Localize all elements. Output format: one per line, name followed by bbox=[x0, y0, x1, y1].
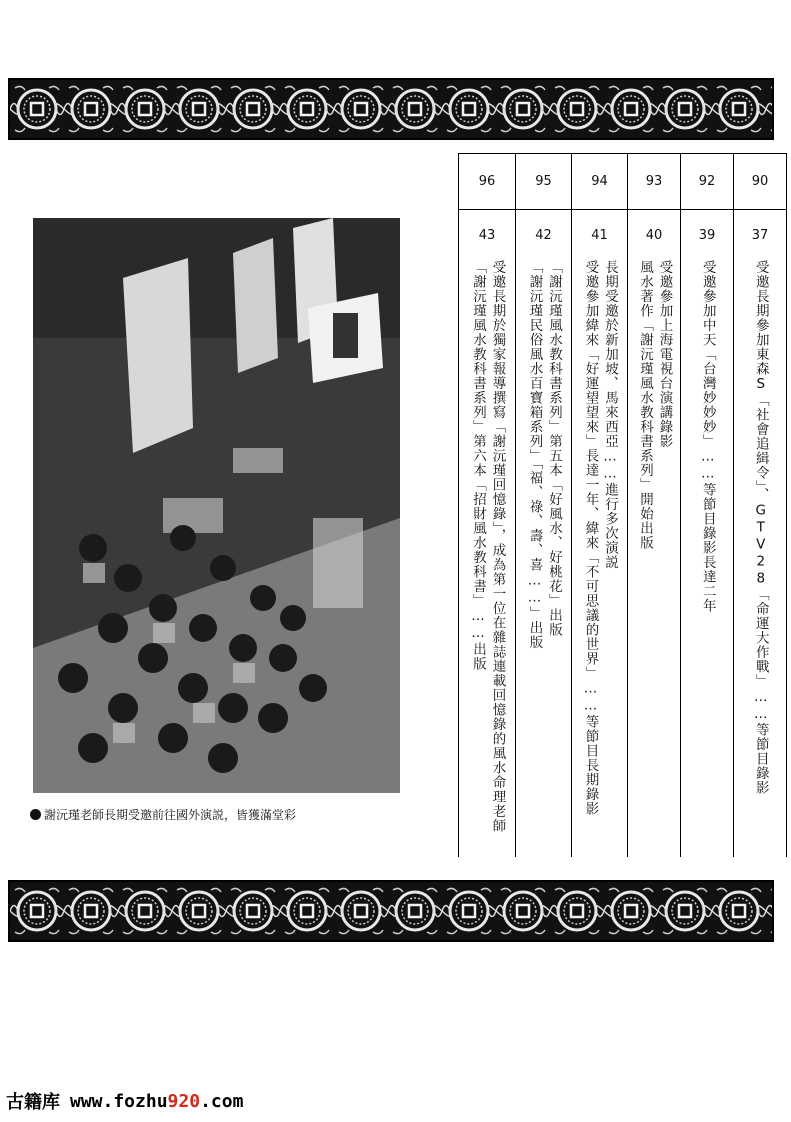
timeline-entry: 受邀參加中天「台灣妙妙妙」……等節目錄影長達二年 bbox=[699, 260, 716, 613]
age-cell: 39 bbox=[698, 227, 716, 243]
timeline-entry: 「謝沅瑾風水教科書系列」第五本「好風水、好桃花」出版 bbox=[546, 260, 562, 637]
timeline-column bbox=[515, 154, 571, 857]
year-cell: 95 bbox=[516, 154, 571, 210]
age-cell: 37 bbox=[751, 227, 769, 243]
age-cell: 42 bbox=[535, 227, 552, 243]
timeline-entry: 「謝沅瑾民俗風水百寶箱系列」「福、祿、壽、喜……」出版 bbox=[526, 260, 543, 650]
footer-url-prefix: www.fozhu bbox=[70, 1090, 168, 1112]
bottom-ornamental-border bbox=[8, 880, 774, 942]
timeline-entry: 「謝沅瑾風水教科書系列」第六本「招財風水教科書」……出版 bbox=[470, 260, 486, 671]
footer-brand: 古籍库 bbox=[6, 1092, 60, 1113]
footer-watermark bbox=[6, 1088, 243, 1114]
age-cell: 41 bbox=[591, 227, 608, 243]
year-cell: 90 bbox=[734, 154, 786, 210]
year-cell: 94 bbox=[572, 154, 627, 210]
timeline-entry: 受邀參加緯來「好運望望來」長達一年、緯來「不可思議的世界」……等節目長期錄影 bbox=[582, 260, 599, 816]
bullet-icon bbox=[30, 809, 41, 820]
age-cell: 40 bbox=[645, 227, 663, 243]
year-cell: 92 bbox=[681, 154, 733, 210]
timeline-column bbox=[571, 154, 627, 857]
year-cell: 93 bbox=[628, 154, 680, 210]
year-cell: 96 bbox=[459, 154, 515, 210]
timeline-column bbox=[680, 154, 733, 857]
timeline-entry: 受邀長期參加東森S「社會追緝令」、GTV28「命運大作戰」……等節目錄影 bbox=[752, 260, 769, 796]
coin-pattern-icon bbox=[10, 882, 772, 940]
age-cell: 43 bbox=[478, 227, 496, 243]
timeline-column bbox=[627, 154, 680, 857]
timeline-table bbox=[458, 153, 787, 857]
footer-url-suffix: .com bbox=[200, 1090, 244, 1112]
footer-url-accent: 920 bbox=[167, 1090, 201, 1112]
timeline-entry: 長期受邀於新加坡、馬來西亞……進行多次演説 bbox=[602, 260, 618, 570]
photo-caption bbox=[30, 804, 410, 824]
timeline-entry: 受邀長期於獨家報導撰寫「謝沅瑾回憶錄」，成為第一位在雜誌連載回憶錄的風水命理老師 bbox=[489, 260, 506, 834]
timeline-entry: 風水著作「謝沅瑾風水教科書系列」開始出版 bbox=[637, 260, 653, 550]
timeline-entry: 受邀參加上海電視台演講錄影 bbox=[656, 260, 673, 449]
timeline-column bbox=[733, 154, 786, 857]
coin-pattern-icon bbox=[10, 80, 772, 138]
timeline-column bbox=[459, 154, 515, 857]
caption-text: 謝沅瑾老師長期受邀前往國外演説，皆獲滿堂彩 bbox=[44, 807, 297, 822]
footer-url[interactable] bbox=[70, 1091, 243, 1112]
lecture-photo bbox=[33, 218, 400, 793]
top-ornamental-border bbox=[8, 78, 774, 140]
